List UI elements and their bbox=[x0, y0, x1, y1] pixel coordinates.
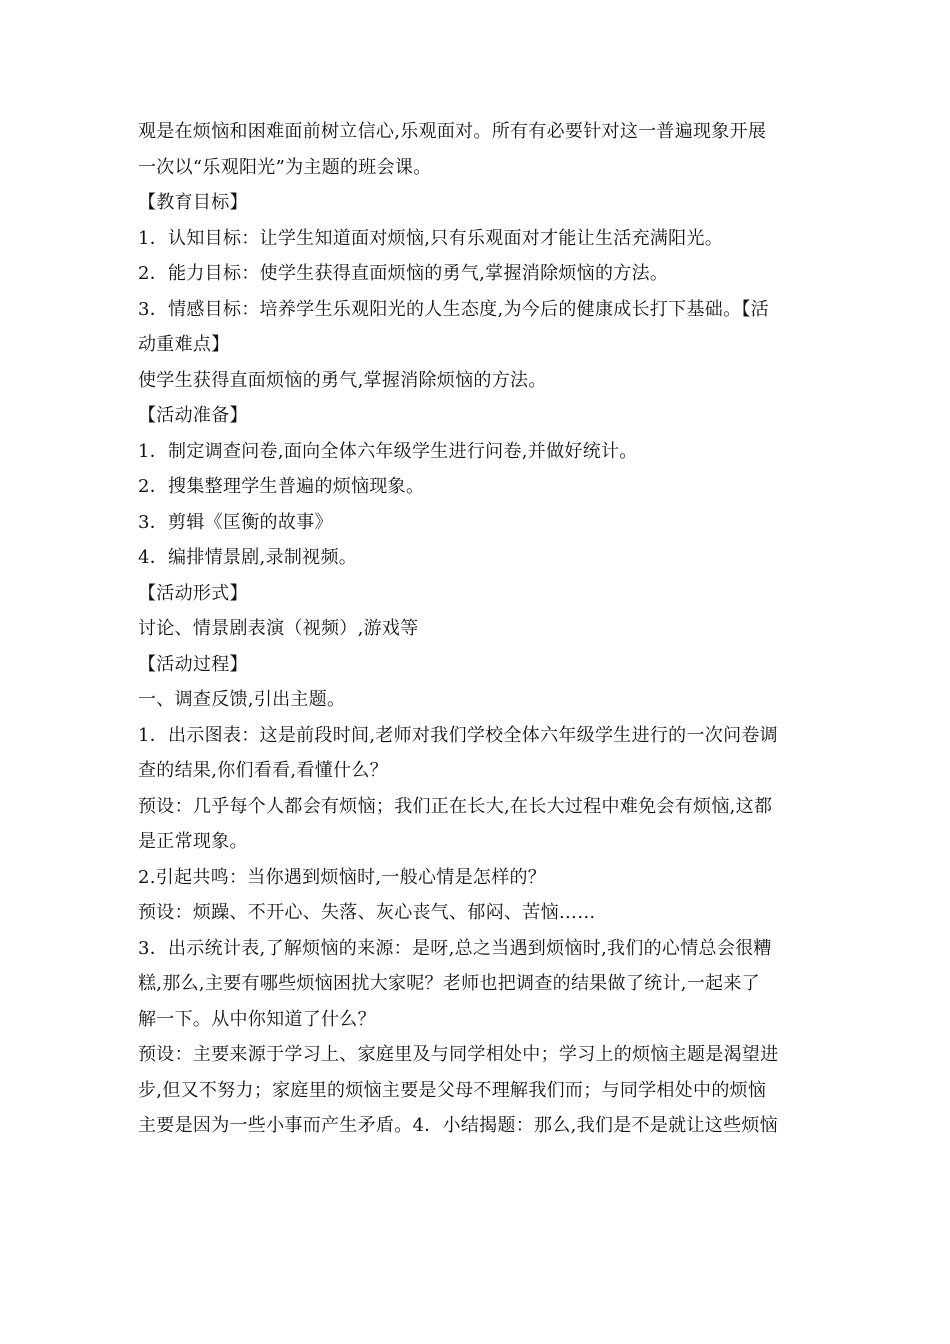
text-line: 2．搜集整理学生普遍的烦恼现象。 bbox=[138, 476, 425, 497]
text-line: 步,但又不努力；家庭里的烦恼主要是父母不理解我们而；与同学相处中的烦恼 bbox=[138, 1079, 767, 1101]
text-line: 预设：几乎每个人都会有烦恼；我们正在长大,在长大过程中难免会有烦恼,这都 bbox=[138, 795, 773, 817]
text-line: 主要是因为一些小事而产生矛盾。4．小结揭题：那么,我们是不是就让这些烦恼 bbox=[138, 1115, 778, 1136]
text-line: 1．认知目标：让学生知道面对烦恼,只有乐观面对才能让生活充满阳光。 bbox=[138, 227, 724, 249]
text-line: 预设：主要来源于学习上、家庭里及与同学相处中；学习上的烦恼主题是渴望进 bbox=[138, 1044, 779, 1065]
text-line: 2．能力目标：使学生获得直面烦恼的勇气,掌握消除烦恼的方法。 bbox=[138, 263, 669, 284]
text-line: 预设：烦躁、不开心、失落、灰心丧气、郁闷、苦恼…… bbox=[138, 902, 596, 923]
text-line: 3．出示统计表,了解烦恼的来源：是呀,总之当遇到烦恼时,我们的心情总会很糟 bbox=[138, 937, 772, 959]
text-line: 解一下。从中你知道了什么？ bbox=[138, 1008, 376, 1030]
text-line: 动重难点】 bbox=[138, 334, 230, 355]
section-heading-education-goals: 【教育目标】 bbox=[138, 192, 248, 213]
section-heading-activity-process: 【活动过程】 bbox=[138, 653, 248, 675]
document-body bbox=[138, 114, 814, 1144]
text-line: 讨论、情景剧表演（视频）,游戏等 bbox=[138, 618, 419, 639]
section-heading-activity-preparation: 【活动准备】 bbox=[138, 405, 248, 426]
text-line: 使学生获得直面烦恼的勇气,掌握消除烦恼的方法。 bbox=[138, 369, 547, 391]
text-line: 2.引起共鸣：当你遇到烦恼时,一般心情是怎样的？ bbox=[138, 866, 547, 888]
text-line: 是正常现象。 bbox=[138, 831, 248, 852]
text-line: 4．编排情景剧,录制视频。 bbox=[138, 547, 358, 568]
text-line: 一、调查反馈,引出主题。 bbox=[138, 689, 346, 710]
text-line: 一次以“乐观阳光”为主题的班会课。 bbox=[138, 156, 432, 178]
text-line: 1．制定调查问卷,面向全体六年级学生进行问卷,并做好统计。 bbox=[138, 440, 638, 462]
text-line: 糕,那么,主要有哪些烦恼困扰大家呢？老师也把调查的结果做了统计,一起来了 bbox=[138, 973, 760, 994]
text-line: 3．剪辑《匡衡的故事》 bbox=[138, 511, 333, 533]
text-line: 3．情感目标：培养学生乐观阳光的人生态度,为今后的健康成长打下基础。【活 bbox=[138, 298, 769, 320]
text-line: 查的结果,你们看看,看懂什么？ bbox=[138, 760, 388, 781]
text-line: 观是在烦恼和困难面前树立信心,乐观面对。所有有必要针对这一普遍现象开展 bbox=[138, 121, 767, 142]
text-line: 1．出示图表：这是前段时间,老师对我们学校全体六年级学生进行的一次问卷调 bbox=[138, 724, 778, 746]
section-heading-activity-form: 【活动形式】 bbox=[138, 582, 248, 604]
